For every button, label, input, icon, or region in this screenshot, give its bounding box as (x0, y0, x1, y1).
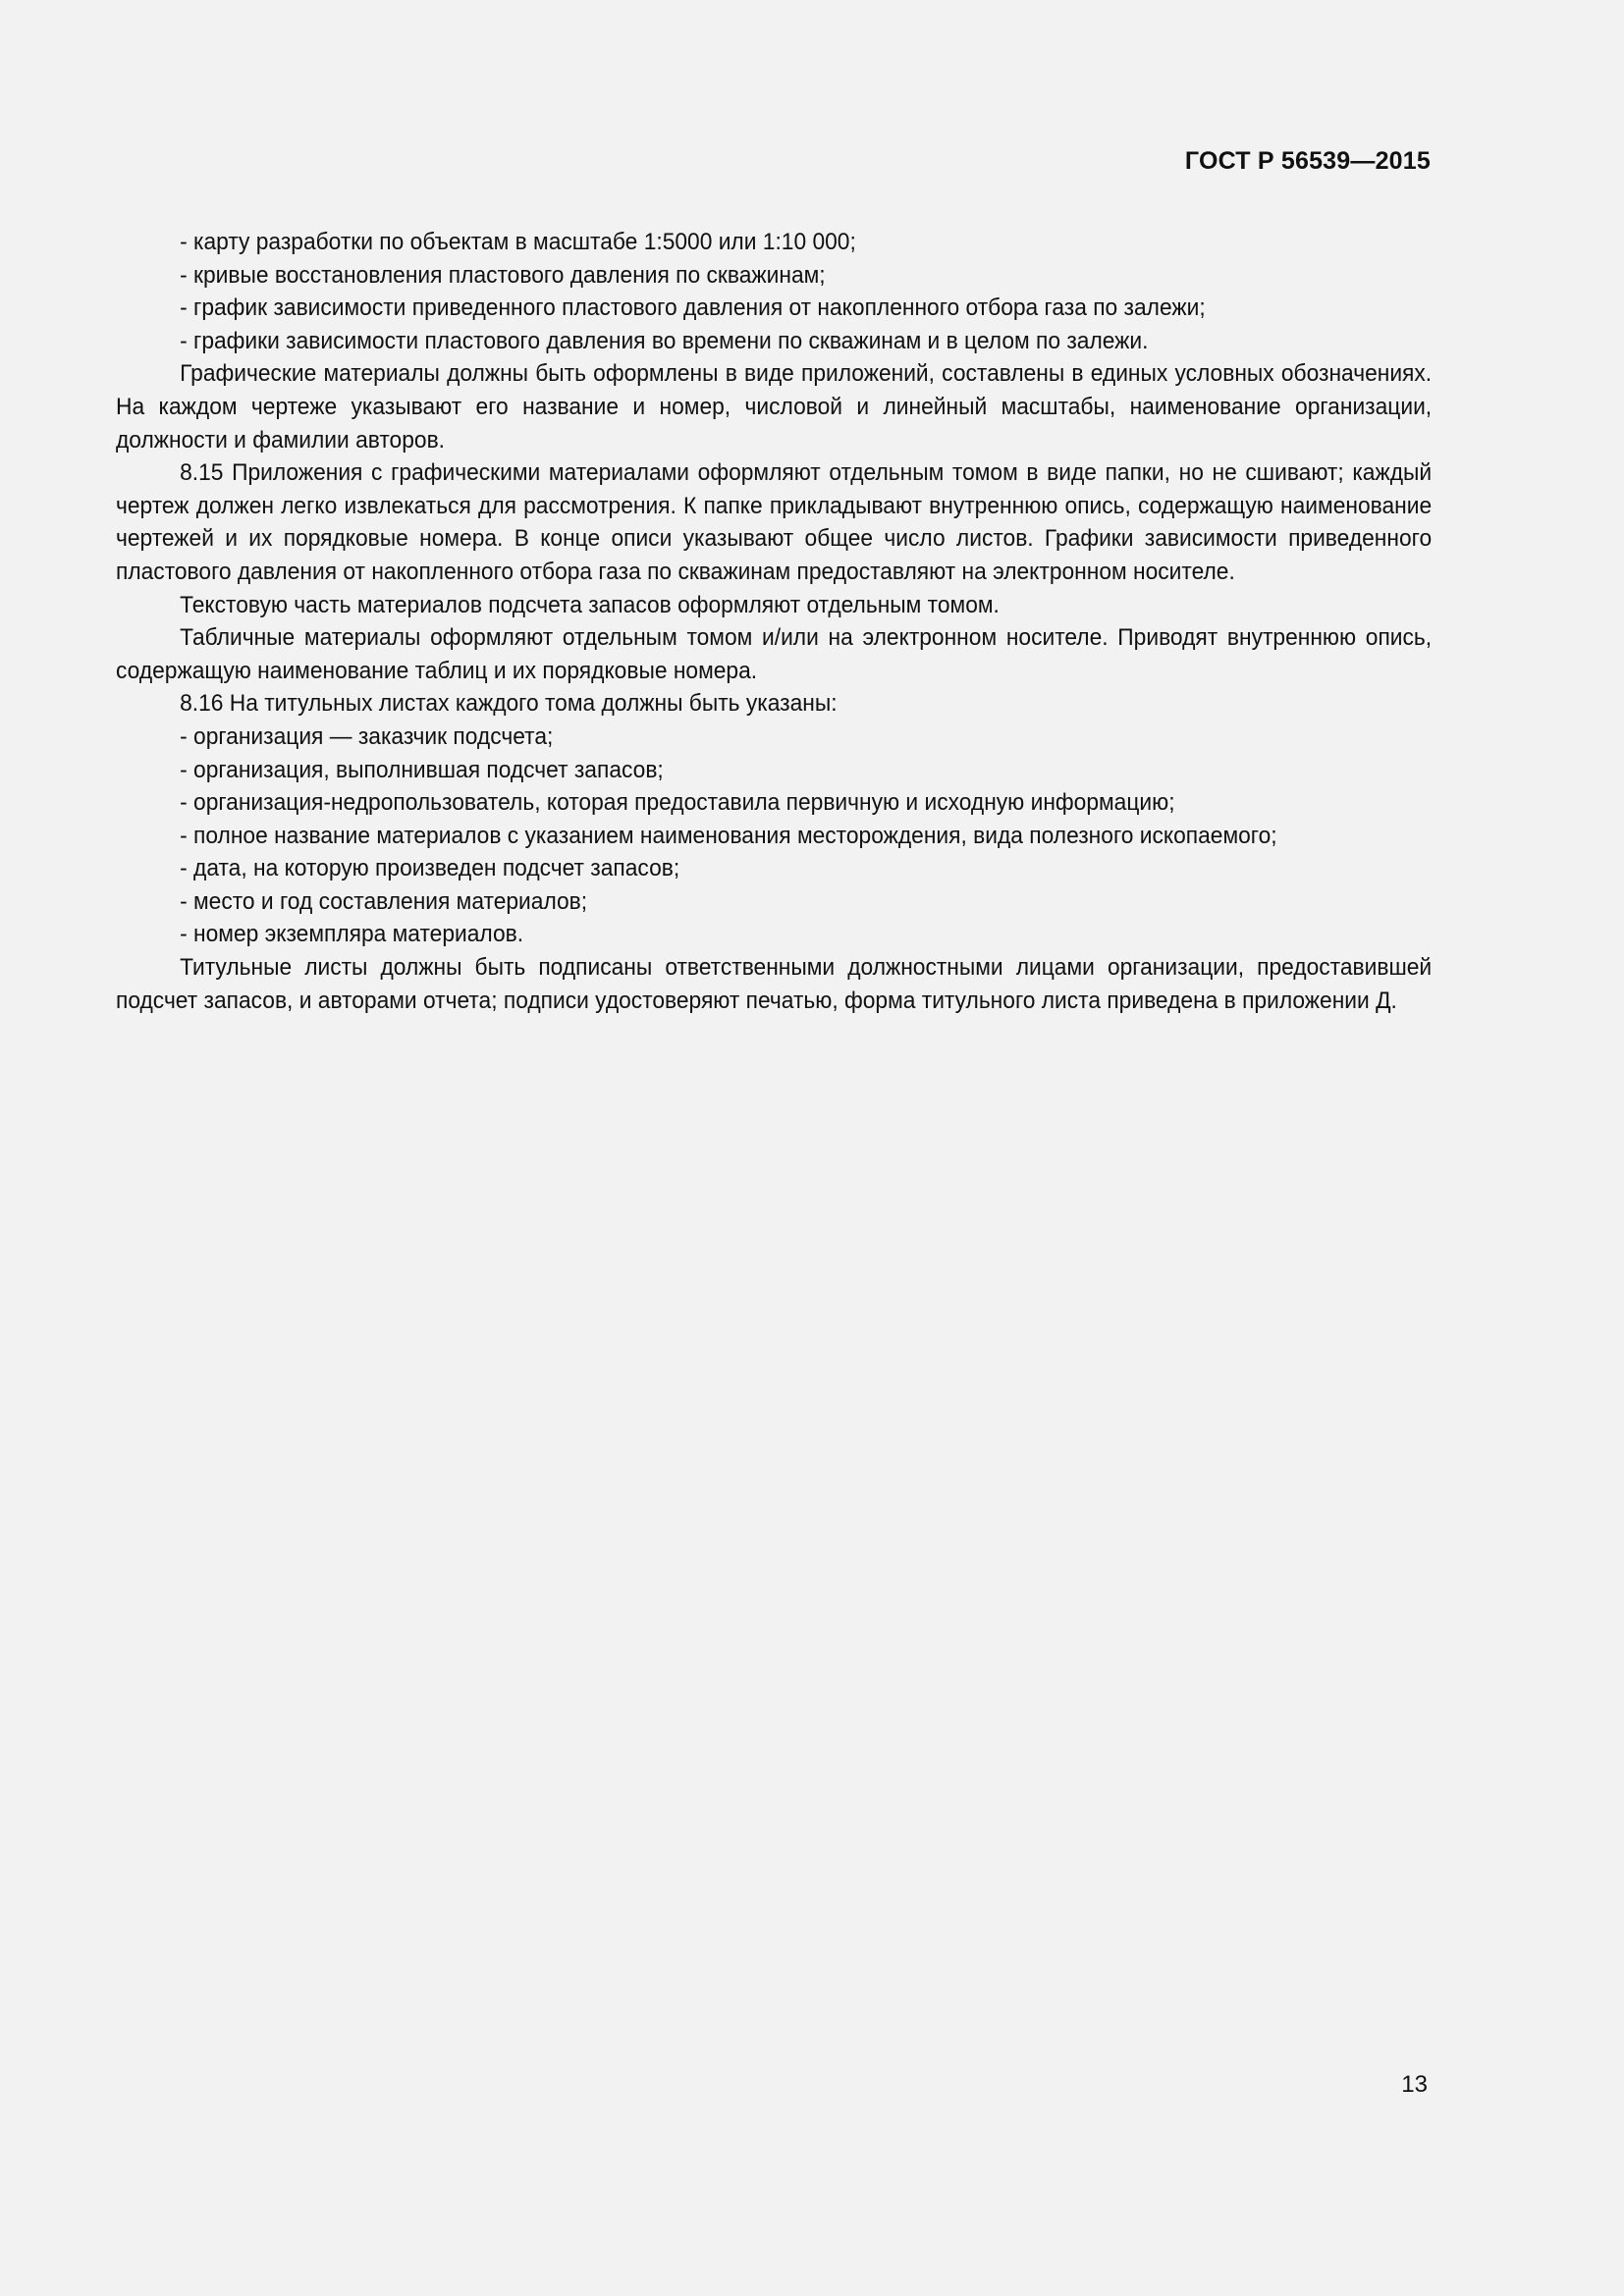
list-item-pressure-time-graphs: - графики зависимости пластового давления во времени по скважинам и в целом по залежи. (180, 327, 1149, 354)
list-item-pressure-recovery-curves: - кривые восстановления пластового давления по скважинам; (180, 261, 826, 289)
paragraph-graphic-materials: Графические материалы должны быть оформлены в виде приложений, составлены в единых условных обозначениях. На каждом чертеже указывают его название и номер, числовой и линейный масштабы, наименование организации, должности и фамилии авторов. (116, 360, 1433, 454)
list-item-development-map: - карту разработки по объектам в масштабе 1:5000 или 1:10 000; (180, 229, 856, 255)
paragraph-title-sheets-signing: Титульные листы должны быть подписаны ответственными должностными лицами организации, предоставившей подсчет запасов, и авторами отчета; подписи удостоверяют печатью, форма титульного листа приведена в приложении Д. (116, 954, 1433, 1014)
paragraph-table-materials: Табличные материалы оформляют отдельным томом и/или на электронном носителе. Приводят внутреннюю опись, содержащую наименование таблиц и их порядковые номера. (116, 624, 1433, 684)
paragraph-section-8-16: 8.16 На титульных листах каждого тома должны быть указаны: (180, 690, 838, 718)
paragraph-text-part: Текстовую часть материалов подсчета запасов оформляют отдельным томом. (180, 591, 1000, 618)
list-item-copy-number: - номер экземпляра материалов. (180, 921, 524, 948)
list-item-reduced-pressure-graph: - график зависимости приведенного пластового давления от накопленного отбора газа по залежи; (180, 294, 1206, 322)
list-item-full-title: - полное название материалов с указанием наименования месторождения, вида полезного ископаемого; (180, 822, 1277, 849)
list-item-executing-org: - организация, выполнившая подсчет запасов; (180, 756, 664, 783)
list-item-customer-org: - организация — заказчик подсчета; (180, 722, 554, 750)
document-body (116, 226, 1432, 1017)
paragraph-section-8-15: 8.15 Приложения с графическими материалами оформляют отдельным томом в виде папки, но не сшивают; каждый чертеж должен легко извлекаться для рассмотрения. К папке прикладывают внутреннюю опись, содержащую наименование чертежей и их порядковые номера. В конце описи указывают общее число листов. Графики зависимости приведенного пластового давления от накопленного отбора газа по скважинам предоставляют на электронном носителе. (116, 459, 1433, 585)
page-number: 13 (1401, 2071, 1428, 2098)
document-standard-id: ГОСТ Р 56539—2015 (1184, 147, 1431, 175)
list-item-place-year: - место и год составления материалов; (180, 887, 588, 915)
list-item-subsoil-user-org: - организация-недропользователь, которая предоставила первичную и исходную информацию; (180, 789, 1175, 817)
list-item-calculation-date: - дата, на которую произведен подсчет запасов; (180, 855, 680, 882)
